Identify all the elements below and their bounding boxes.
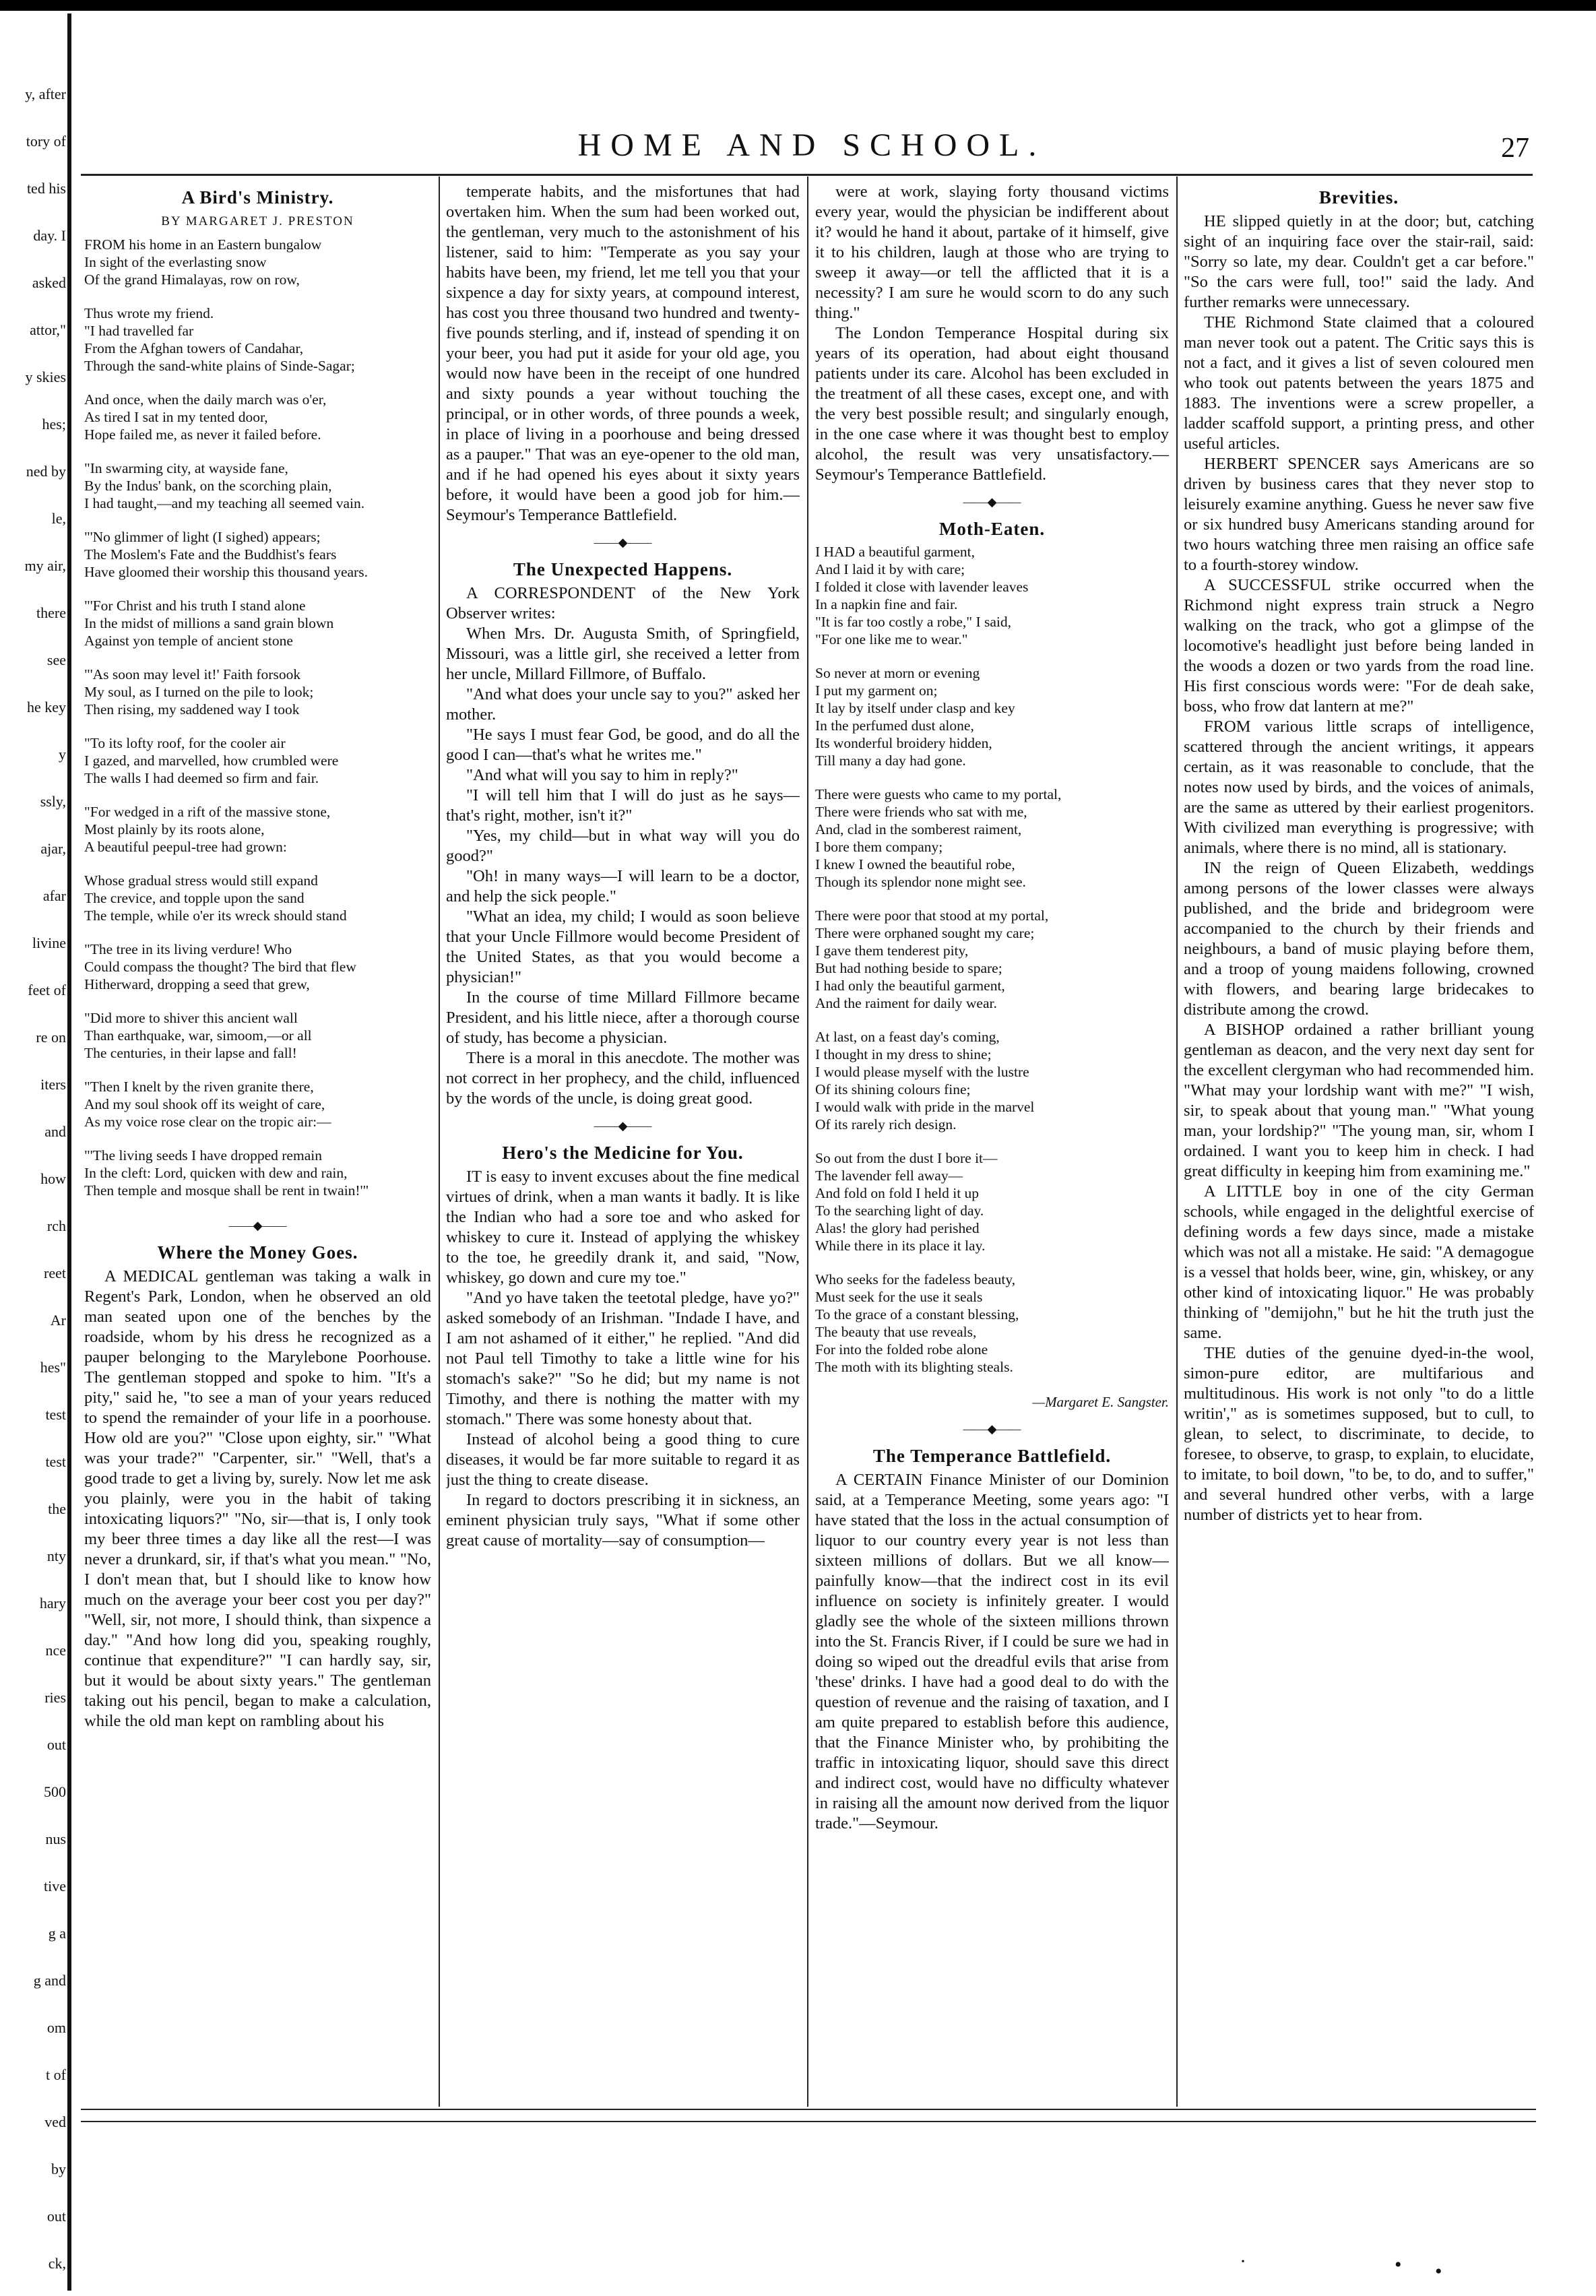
poem-line: From the Afghan towers of Candahar, [84, 340, 304, 356]
paragraph: HERBERT SPENCER says Americans are so driven by business cares that they never stop to leisurely examine anything. Guess he never saw five or six hundred busy Americans standing around for two hours watching three men raising an office safe to a fourth-storey window. [1184, 455, 1534, 574]
page-header [88, 127, 1536, 175]
poem-line: And I laid it by with care; [815, 561, 965, 577]
poem-line: Till many a day had gone. [815, 753, 966, 769]
column-2 [446, 182, 800, 1551]
byline: BY MARGARET J. PRESTON [161, 214, 354, 228]
adjacent-page-fragment: ck, [48, 2255, 66, 2272]
paragraph: "And what will you say to him in reply?" [466, 766, 738, 784]
poem-line: "The tree in its living verdure! Who [84, 941, 292, 957]
paragraph: When Mrs. Dr. Augusta Smith, of Springfield, Missouri, was a little girl, she received a letter from her uncle, Millard Fillmore, of Buffalo. [446, 625, 800, 683]
poem-line: Could compass the thought? The bird that flew [84, 959, 356, 975]
adjacent-page-fragment: ted his [26, 180, 66, 197]
adjacent-page-fragment: attor," [30, 321, 66, 338]
section-separator: ——◆—— [228, 1219, 287, 1232]
stanza [84, 236, 431, 288]
poem-line: I gazed, and marvelled, how crumbled were [84, 753, 339, 769]
poem-line: The moth with its blighting steals. [815, 1359, 1013, 1375]
adjacent-page-fragment: le, [51, 510, 66, 527]
poem-line: By the Indus' bank, on the scorching plain, [84, 478, 332, 494]
paragraph: HE slipped quietly in at the door; but, catching sight of an inquiring face over the stair-rail, said: "Sorry so late, my dear. Couldn't get a car before." "So the cars were full, too!" said the lady. And further remarks were unnecessary. [1184, 212, 1534, 311]
poem-line: So never at morn or evening [815, 665, 980, 681]
poem-line: To the grace of a constant blessing, [815, 1306, 1019, 1322]
article-title: The Unexpected Happens. [513, 559, 733, 579]
article-title: The Temperance Battlefield. [872, 1446, 1112, 1466]
poem-line: My soul, as I turned on the pile to look; [84, 684, 314, 700]
poem-line: I had only the beautiful garment, [815, 978, 1005, 994]
paragraph: "Yes, my child—but in what way will you do good?" [446, 827, 800, 865]
paragraph: "Oh! in many ways—I will learn to be a doctor, and help the sick people." [446, 867, 800, 905]
poem-line: There were friends who sat with me, [815, 804, 1027, 820]
paragraph: THE duties of the genuine dyed-in-the wool, simon-pure editor, are multifarious and multitudinous. His work is not only "to do a little writin'," as is sometimes supposed, but to cull, to glean, to select, to discriminate, to decide, to foresee, to observe, to grasp, to explain, to elucidate, to imitate, to boil down, "to be, to do, and to suffer," and several hundred other verbs, with a large number of districts yet to hear from. [1184, 1344, 1534, 1524]
poem-line: I knew I owned the beautiful robe, [815, 856, 1015, 872]
paragraph: Instead of alcohol being a good thing to cure diseases, it would be far more suitable to regard it as just the thing to create disease. [446, 1430, 800, 1489]
poem-line: And my soul shook off its weight of care, [84, 1096, 325, 1112]
poem-line: Hope failed me, as never it failed before. [84, 426, 321, 443]
paragraph: temperate habits, and the misfortunes that had overtaken him. When the sum had been worked out, the gentleman, very much to the astonishment of his listener, said to him: "Temperate as you say your habits have been, my friend, let me tell you that your sixpence a day for sixty years, at compound interest, has cost you three thousand two hundred and twenty-five pounds sterling, and if, instead of spending it on your beer, you had put it aside for your old age, you would now have been in the receipt of one hundred and sixty pounds a year without touching the principal, or in other words, of three pounds a week, in place of living in a poorhouse and being dressed as a pauper." That was an eye-opener to the old man, and if he had opened his eyes about it sixty years before, it would have been a good job for him.—Seymour's Temperance Battlefield. [446, 183, 800, 524]
poem-line: The walls I had deemed so firm and fair. [84, 770, 319, 786]
poem-line: At last, on a feast day's coming, [815, 1029, 1000, 1045]
adjacent-page-fragment: y, after [25, 86, 66, 102]
header-rule [81, 174, 1533, 176]
stanza [815, 907, 1169, 1012]
poem-line: "'The living seeds I have dropped remain [84, 1147, 322, 1163]
poem-line: "Did more to shiver this ancient wall [84, 1010, 298, 1026]
paragraph: FROM various little scraps of intelligence, scattered through the ancient writings, it appears certain, as it was reasonable to conclude, that the notes now used by birds, and the voices of animals, are the same as uttered by their earliest progenitors. With civilized man everything is progressive; with animals, where there is no mind, all is stationary. [1184, 718, 1534, 857]
adjacent-page-fragment: feet of [28, 982, 66, 998]
section-separator: ——◆—— [963, 495, 1021, 509]
paragraph: were at work, slaying forty thousand victims every year, would the physician be indifferent about it? would he hand it about, partake of it himself, give it to his children, laugh at those who are trying to sweep it away—or tell the afflicted that it is a necessity? I am sure he would scorn to do any such thing." [815, 183, 1169, 322]
adjacent-page-fragment: test [45, 1406, 66, 1423]
poem-line: The crevice, and topple upon the sand [84, 890, 305, 906]
adjacent-page-fragment: my air, [24, 557, 66, 574]
stanza [84, 528, 431, 581]
adjacent-page-fragment: om [46, 2019, 66, 2036]
paragraph: THE Richmond State claimed that a coloured man never took out a patent. The Critic says this is not a fact, and it gives a list of seven coloured men who took out patents between the years 1875 and 1883. The inventions were a screw propeller, a ladder scaffold support, a printing press, and other useful articles. [1184, 313, 1534, 453]
paragraph: In regard to doctors prescribing it in sickness, an eminent physician truly says, "What if some other great cause of mortality—say of consumption— [446, 1491, 800, 1550]
adjacent-page-fragment: ned by [26, 463, 66, 480]
poem-line: There were guests who came to my portal, [815, 786, 1062, 802]
top-border [0, 0, 1596, 11]
adjacent-page-fragment: ries [44, 1689, 66, 1706]
poem-line: But had nothing beside to spare; [815, 960, 1002, 976]
poem-line: I HAD a beautiful garment, [815, 544, 976, 560]
adjacent-page-fragment: day. I [33, 227, 66, 244]
stanza [84, 597, 431, 649]
poem-line: In sight of the everlasting snow [84, 254, 267, 270]
adjacent-page-fragment: nus [45, 1830, 66, 1847]
poem-line: In the midst of millions a sand grain blown [84, 615, 334, 631]
poem-line: "To its lofty roof, for the cooler air [84, 735, 286, 751]
adjacent-page-fragment: ved [44, 2113, 66, 2130]
column-rule-3 [1176, 177, 1178, 2107]
adjacent-page-fragment: and [44, 1123, 66, 1140]
paragraph: A SUCCESSFUL strike occurred when the Richmond night express train struck a Negro walking on the track, who got a glimpse of the locomotive's headlight just before being landed in the woods a dozen or two yards from the road line. His first conscious words were: "For de deah sake, boss, who frow dat lantern at me?" [1184, 576, 1534, 715]
paragraph: "And what does your uncle say to you?" asked her mother. [446, 685, 800, 724]
poem-line: As my voice rose clear on the tropic air:— [84, 1114, 331, 1130]
adjacent-page-fragment: hes" [40, 1359, 66, 1376]
poem-line: As tired I sat in my tented door, [84, 409, 268, 425]
adjacent-page-fragment: hes; [42, 416, 66, 433]
stanza [84, 391, 431, 443]
adjacent-page-fragment: Ar [50, 1312, 66, 1329]
poem-line: Then temple and mosque shall be rent in twain!'" [84, 1182, 369, 1199]
stanza [84, 940, 431, 993]
adjacent-page-fragment: the [48, 1500, 66, 1517]
poem-line: The beauty that use reveals, [815, 1324, 977, 1340]
adjacent-page-fragment: see [46, 651, 66, 668]
poem-line: Its wonderful broidery hidden, [815, 735, 992, 751]
poem-line: FROM his home in an Eastern bungalow [84, 236, 322, 253]
stanza [815, 664, 1169, 769]
paragraph: There is a moral in this anecdote. The mother was not correct in her prophecy, and the child, influenced by the words of the uncle, is doing great good. [446, 1049, 800, 1108]
adjacent-page-fragment: afar [42, 887, 66, 904]
footer-rule [81, 2109, 1536, 2122]
stanza [84, 734, 431, 787]
poem-line: I would walk with pride in the marvel [815, 1099, 1035, 1115]
paragraph: "What an idea, my child; I would as soon believe that your Uncle Fillmore would become President of the United States, as that you would become a physician!" [446, 907, 800, 986]
paragraph: A BISHOP ordained a rather brilliant young gentleman as deacon, and the very next day sent for the excellent clergyman who had recommended him. "What may your lordship want with me?" "I wish, sir, to speak about that young man." "What young man, your lordship?" "The young man, sir, whom I ordained. I want you to keep him in check. I had great difficulty in keeping him from examining me." [1184, 1021, 1534, 1180]
paragraph: In the course of time Millard Fillmore became President, and his little niece, after a thorough course of study, has become a physician. [446, 988, 800, 1047]
adjacent-page-fragment: y skies [25, 369, 66, 385]
paragraph: IT is easy to invent excuses about the fine medical virtues of drink, when a man wants it badly. It is like the Indian who had a sore toe and who asked for whiskey to cure it. Instead of applying the whiskey to the toe, he greedily drank it, and said, "Now, whiskey, go down and cure my toe." [446, 1168, 800, 1287]
poem-line: There were orphaned sought my care; [815, 925, 1035, 941]
ink-speck: • [1395, 2254, 1402, 2276]
poem-line: I would please myself with the lustre [815, 1064, 1029, 1080]
poem-line: In a napkin fine and fair. [815, 596, 958, 612]
adjacent-page-fragment: he key [26, 699, 66, 715]
poem-line: Than earthquake, war, simoom,—or all [84, 1027, 312, 1044]
adjacent-page-fragment: there [36, 604, 66, 621]
poem-line: Then rising, my saddened way I took [84, 701, 300, 718]
adjacent-page-fragment: ssly, [40, 793, 66, 810]
adjacent-page-fragment: t of [46, 2066, 66, 2083]
poem-line: I gave them tenderest pity, [815, 943, 969, 959]
poem-line: Through the sand-white plains of Sinde-Sagar; [84, 358, 355, 374]
poem-line: The lavender fell away— [815, 1168, 963, 1184]
poem-line: "Then I knelt by the riven granite there, [84, 1079, 314, 1095]
adjacent-page-fragment: tory of [26, 133, 66, 150]
paragraph: A LITTLE boy in one of the city German schools, while engaged in the delightful exercise of defining words a few days since, made a mistake which was not all a mistake. He said: "A demagogue is a vessel that holds beer, wine, gin, whiskey, or any other kind of intoxicating liquor." He was probably thinking of "demijohn," but he hit the truth just the same. [1184, 1182, 1534, 1342]
article-title: Hero's the Medicine for You. [502, 1143, 744, 1163]
adjacent-page-fragment: tive [44, 1878, 66, 1894]
adjacent-page-fragment: hary [39, 1595, 66, 1612]
poem-line: To the searching light of day. [815, 1203, 984, 1219]
ink-speck: • [1435, 2260, 1442, 2283]
paragraph: "He says I must fear God, be good, and do all the good I can—that's what he writes me." [446, 726, 800, 764]
poem-line: Though its splendor none might see. [815, 874, 1026, 890]
adjacent-page-fragment: livine [32, 934, 66, 951]
poem-line: It lay by itself under clasp and key [815, 700, 1015, 716]
adjacent-page-fragment: by [51, 2161, 66, 2177]
poem-line: So out from the dust I bore it— [815, 1150, 998, 1166]
paragraph: A MEDICAL gentleman was taking a walk in Regent's Park, London, when he observed an old man seated upon one of the benches by the roadside, whom by his dress he recognized as a pauper belonging to the Marylebone Poorhouse. The gentleman stopped and spoke to him. "It's a pity," said he, "to see a man of your years reduced to spend the remainder of your life in a poorhouse. How old are you?" "Close upon eighty, sir." "What was your trade?" "Carpenter, sir." "Well, that's a good trade to get a living by, surely. Now let me ask you plainly, were you in the habit of taking intoxicating liquors?" "No, sir—that is, I only took my beer three times a day like all the rest—I was never a drunkard, sir, if that's what you mean." "No, I don't mean that, but I should like to know how much on the average your beer cost you per day?" "Well, sir, not more, I should think, than sixpence a day." "And how long did you, speaking roughly, continue that expenditure?" "I can hardly say, sir, but it would be about sixty years." The gentleman taking out his pencil, began to make a calculation, while the old man kept on rambling about his [84, 1267, 431, 1730]
poem-line: In the cleft: Lord, quicken with dew and rain, [84, 1165, 348, 1181]
poem-line: And the raiment for daily wear. [815, 995, 997, 1011]
column-4 [1184, 182, 1534, 1525]
stanza [84, 1009, 431, 1062]
article-title: Brevities. [1318, 187, 1399, 208]
column-rule-2 [807, 177, 808, 2107]
masthead-title: HOME AND SCHOOL. [577, 127, 1046, 163]
poem-line: While there in its place it lay. [815, 1238, 986, 1254]
adjacent-page-fragment: g a [48, 1925, 66, 1942]
paragraph: "And yo have taken the teetotal pledge, have yo?" asked somebody of an Irishman. "Indade I have, and I am not ashamed of it either," he replied. "And did not Paul tell Timothy to take a little wine for his stomach's sake?" "So he did; but my name is not Timothy, and there is nothing the matter with my stomach." There was some honesty about that. [446, 1289, 800, 1428]
ink-speck: · [1240, 2250, 1246, 2272]
adjacent-page-fragment: re on [36, 1029, 66, 1046]
poem-line: "I had travelled far [84, 323, 194, 339]
stanza [84, 459, 431, 512]
stanza [815, 1028, 1169, 1133]
poem-line: There were poor that stood at my portal, [815, 907, 1049, 924]
stanza [815, 1149, 1169, 1254]
poem-line: "For wedged in a rift of the massive stone, [84, 804, 331, 820]
adjacent-page-strip [0, 11, 67, 2296]
poem-line: The temple, while o'er its wreck should stand [84, 907, 347, 924]
adjacent-page-fragment: test [45, 1453, 66, 1470]
poem-line: Who seeks for the fadeless beauty, [815, 1271, 1016, 1287]
stanza [84, 872, 431, 924]
stanza [84, 666, 431, 718]
adjacent-page-fragment: out [46, 2208, 66, 2225]
poem-line: For into the folded robe alone [815, 1341, 988, 1358]
paragraph: "I will tell him that I will do just as he says—that's right, mother, isn't it?" [446, 786, 800, 825]
poem [815, 543, 1169, 1376]
poem-line: Against yon temple of ancient stone [84, 633, 293, 649]
column-1 [84, 182, 431, 1731]
stanza [84, 803, 431, 856]
poem-line: "For one like me to wear." [815, 631, 968, 647]
poem-line: "In swarming city, at wayside fane, [84, 460, 288, 476]
paragraph: The London Temperance Hospital during six years of its operation, had about eight thousand patients under its care. Alcohol has been excluded in the treatment of all these cases, except one, and with the very best possible result; and singularly enough, in the one case where it was thought best to employ alcohol, the result was very unsatisfactory.—Seymour's Temperance Battlefield. [815, 324, 1169, 484]
adjacent-page-fragment: iters [40, 1076, 66, 1093]
poem-line: Most plainly by its roots alone, [84, 821, 265, 837]
stanza [84, 305, 431, 375]
adjacent-page-fragment: asked [32, 274, 66, 291]
paragraph: A CORRESPONDENT of the New York Observer writes: [446, 584, 800, 623]
poem-line: Hitherward, dropping a seed that grew, [84, 976, 310, 992]
poem-line: The Moslem's Fate and the Buddhist's fears [84, 546, 337, 563]
stanza [84, 1147, 431, 1199]
poem-line: I had taught,—and my teaching all seemed vain. [84, 495, 365, 511]
adjacent-page-fragment: ajar, [40, 840, 66, 857]
poem-line: I thought in my dress to shine; [815, 1046, 992, 1062]
section-separator: ——◆—— [594, 536, 652, 549]
poem-line: Whose gradual stress would still expand [84, 872, 318, 889]
adjacent-page-fragment: out [46, 1736, 66, 1753]
adjacent-page-fragment: nty [46, 1548, 66, 1564]
poem-line: And once, when the daily march was o'er, [84, 391, 327, 408]
paragraph: IN the reign of Queen Elizabeth, weddings among persons of the lower classes were always published, and the bride and bridegroom were accompanied to the church by their friends and neighbours, a band of music playing before them, and a troop of young maidens following, crowned with flowers, and bearing large bridecakes to distribute among the crowd. [1184, 859, 1534, 1019]
poem-line: Alas! the glory had perished [815, 1220, 980, 1236]
poem-line: And fold on fold I held it up [815, 1185, 980, 1201]
page-gutter-rule [67, 13, 71, 2291]
poem-line: "'No glimmer of light (I sighed) appears; [84, 529, 321, 545]
poem [84, 236, 431, 1199]
adjacent-page-fragment: nce [45, 1642, 66, 1659]
stanza [815, 786, 1169, 891]
adjacent-page-fragment: 500 [44, 1783, 66, 1800]
poem-line: I folded it close with lavender leaves [815, 579, 1029, 595]
poem-line: Of its shining colours fine; [815, 1081, 971, 1097]
poem-line: And, clad in the somberest raiment, [815, 821, 1022, 837]
poem-line: Of the grand Himalayas, row on row, [84, 272, 300, 288]
section-separator: ——◆—— [594, 1119, 652, 1133]
poem-line: Have gloomed their worship this thousand years. [84, 564, 368, 580]
poem-line: I put my garment on; [815, 682, 938, 699]
poem-line: A beautiful peepul-tree had grown: [84, 839, 287, 855]
poem-line: Must seek for the use it seals [815, 1289, 983, 1305]
adjacent-page-fragment: rch [46, 1217, 66, 1234]
column-3 [815, 182, 1169, 1834]
stanza [815, 543, 1169, 648]
poem-line: "It is far too costly a robe," I said, [815, 614, 1012, 630]
adjacent-page-fragment: how [40, 1170, 66, 1187]
article-title: A Bird's Ministry. [181, 187, 334, 208]
poem-line: The centuries, in their lapse and fall! [84, 1045, 297, 1061]
poem-line: "'For Christ and his truth I stand alone [84, 598, 306, 614]
poem-line: "'As soon may level it!' Faith forsook [84, 666, 301, 682]
page-number: 27 [1501, 133, 1529, 164]
article-title: Moth-Eaten. [938, 519, 1046, 539]
adjacent-page-fragment: g and [33, 1972, 66, 1989]
column-rule-1 [439, 177, 440, 2107]
stanza [84, 1078, 431, 1130]
adjacent-page-fragment: reet [44, 1265, 66, 1281]
adjacent-page-fragment: y [59, 746, 66, 763]
poem-credit: —Margaret E. Sangster. [1032, 1394, 1169, 1410]
poem-line: Thus wrote my friend. [84, 305, 214, 321]
paragraph: A CERTAIN Finance Minister of our Dominion said, at a Temperance Meeting, some years ago: "I have stated that the loss in the actual consumption of liquor to our country every year is not less than sixteen millions of dollars. But we all know—painfully know—that the indirect cost in its evil influence on society is infinitely greater. I would gladly see the whole of the sixteen millions thrown into the St. Francis River, if I could be sure we had in doing so wiped out the dreadful evils that arise from 'these' drinks. I have had a good deal to do with the question of revenue and the raising of taxation, and I am quite prepared to establish before this audience, that the Finance Minister who, by prohibiting the traffic in intoxicating liquor, should save this direct and indirect cost, would have no difficulty whatever in raising all the amount now derived from the liquor trade."—Seymour. [815, 1471, 1169, 1832]
section-separator: ——◆—— [963, 1422, 1021, 1436]
article-title: Where the Money Goes. [157, 1242, 358, 1263]
poem-line: Of its rarely rich design. [815, 1116, 957, 1133]
poem-line: I bore them company; [815, 839, 943, 855]
poem-line: In the perfumed dust alone, [815, 718, 974, 734]
stanza [815, 1271, 1169, 1376]
